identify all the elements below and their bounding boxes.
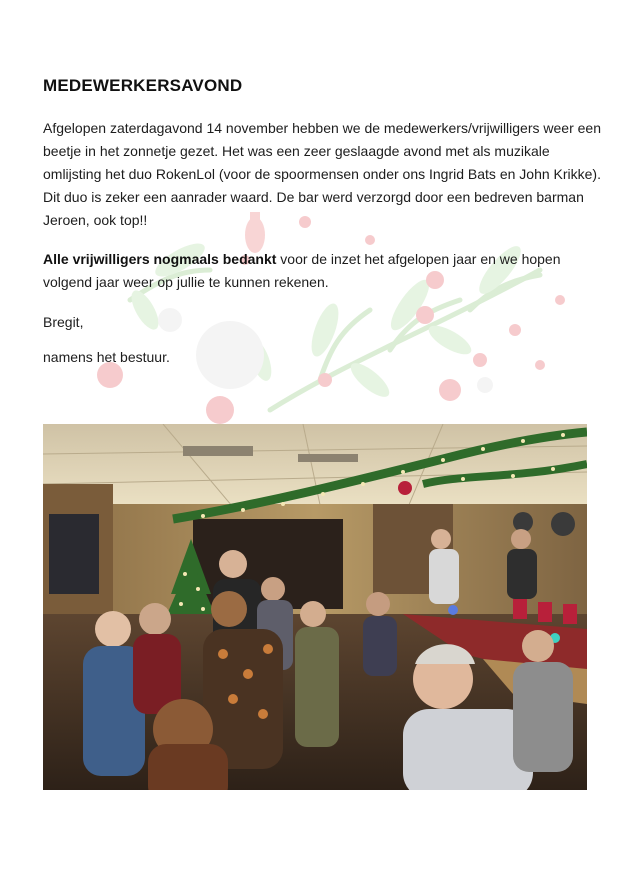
thanks-rest-text: voor de inzet het afgelopen jaar en we hopen volgend jaar weer op jullie te kunnen rekenen. [43, 251, 561, 290]
thanks-paragraph [43, 248, 603, 294]
page-title: MEDEWERKERSAVOND [43, 76, 243, 95]
party-photo-icon [43, 424, 587, 790]
thanks-bold-text: Alle vrijwilligers nogmaals bedankt [43, 251, 277, 267]
intro-paragraph: Afgelopen zaterdagavond 14 november hebben we de medewerkers/vrijwilligers weer een beetje in het zonnetje gezet. Het was een zeer geslaagde avond met als muzikale omlijsting het duo RokenLol (voor de spoormensen onder ons Ingrid Bats en John Krikke). Dit duo is zeker een aanrader waard. De bar werd verzorgd door een bedreven barman Jeroen, ook top!! [43, 120, 601, 228]
signoff-text: namens het bestuur. [43, 349, 170, 365]
greeting-text: Bregit, [43, 314, 84, 330]
party-photo [43, 424, 587, 790]
